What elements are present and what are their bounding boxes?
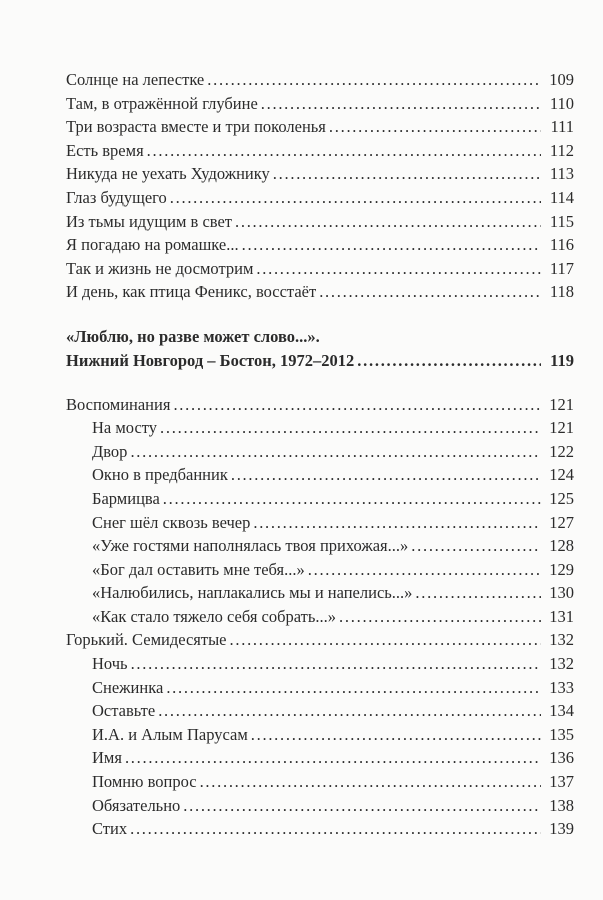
toc-entry-page-number: 113 bbox=[549, 164, 574, 184]
toc-entry-page-number: 124 bbox=[549, 465, 574, 485]
dot-leader bbox=[357, 349, 541, 373]
toc-entry bbox=[66, 746, 574, 770]
table-of-contents bbox=[66, 68, 574, 841]
dot-leader bbox=[147, 139, 541, 163]
section-title-line2: Нижний Новгород – Бостон, 1972–2012 bbox=[66, 350, 355, 370]
dot-leader bbox=[166, 676, 541, 700]
dot-leader bbox=[415, 581, 541, 605]
toc-entry bbox=[66, 534, 574, 558]
toc-entry-title: Солнце на лепестке bbox=[66, 70, 205, 89]
toc-entry-title: Обязательно bbox=[92, 795, 181, 815]
dot-leader bbox=[130, 440, 541, 464]
dot-leader bbox=[170, 186, 541, 210]
toc-entry-title: Глаз будущего bbox=[66, 187, 167, 207]
dot-leader bbox=[158, 699, 541, 723]
toc-entry-page-number: 137 bbox=[549, 772, 574, 792]
toc-entry-page-number: 114 bbox=[549, 187, 574, 207]
toc-entry-page-number: 121 bbox=[549, 418, 574, 438]
toc-entry-page-number: 130 bbox=[549, 583, 574, 603]
dot-leader bbox=[235, 210, 541, 234]
toc-entry bbox=[66, 817, 574, 841]
toc-entry-page-number: 118 bbox=[549, 282, 574, 302]
dot-leader bbox=[130, 817, 541, 841]
toc-entry-page-number: 125 bbox=[549, 488, 574, 508]
toc-entry-page-number: 112 bbox=[549, 140, 574, 160]
toc-entry bbox=[66, 794, 574, 818]
dot-leader bbox=[131, 652, 541, 676]
toc-entry bbox=[66, 92, 574, 116]
dot-leader bbox=[163, 487, 541, 511]
toc-entry-page-number: 138 bbox=[549, 795, 574, 815]
toc-entry-title: И.А. и Алым Парусам bbox=[92, 724, 248, 744]
toc-entry bbox=[66, 416, 574, 440]
toc-entry bbox=[66, 115, 574, 139]
toc-group-poems bbox=[66, 68, 574, 304]
toc-entry bbox=[66, 162, 574, 186]
dot-leader bbox=[253, 511, 541, 535]
toc-entry-title: Имя bbox=[92, 748, 122, 768]
toc-entry-title: Стих bbox=[92, 819, 128, 839]
toc-entry-page-number: 111 bbox=[550, 117, 574, 137]
toc-entry-page-number: 115 bbox=[549, 211, 574, 231]
toc-entry-title: На мосту bbox=[92, 418, 158, 438]
toc-entry-title: Окно в предбанник bbox=[92, 465, 228, 485]
toc-entry-page-number: 117 bbox=[549, 258, 574, 278]
toc-entry-title: Там, в отражённой глубине bbox=[66, 93, 258, 113]
toc-entry bbox=[66, 558, 574, 582]
toc-entry-page-number: 139 bbox=[549, 819, 574, 839]
toc-entry-title: Так и жизнь не досмотрим bbox=[66, 258, 254, 278]
toc-entry-title: «Налюбились, наплакались мы и напелись...» bbox=[92, 583, 413, 603]
toc-entry-title: «Уже гостями наполнялась твоя прихожая...» bbox=[92, 536, 409, 556]
section-title-line1: «Люблю, но разве может слово...». bbox=[66, 326, 320, 346]
toc-entry bbox=[66, 652, 574, 676]
dot-leader bbox=[230, 628, 541, 652]
toc-entry bbox=[66, 257, 574, 281]
dot-leader bbox=[273, 162, 541, 186]
toc-entry-page-number: 110 bbox=[549, 93, 574, 113]
toc-entry-title: Помню вопрос bbox=[92, 772, 197, 792]
toc-entry-page-number: 128 bbox=[549, 536, 574, 556]
dot-leader bbox=[251, 723, 541, 747]
dot-leader bbox=[256, 257, 541, 281]
toc-group-memories bbox=[66, 393, 574, 841]
toc-entry bbox=[66, 676, 574, 700]
toc-entry-title: Есть время bbox=[66, 140, 144, 160]
dot-leader bbox=[308, 558, 541, 582]
toc-entry-page-number: 135 bbox=[549, 724, 574, 744]
toc-entry bbox=[66, 393, 574, 417]
toc-entry bbox=[66, 605, 574, 629]
section-page-number: 119 bbox=[550, 350, 574, 370]
toc-entry-page-number: 131 bbox=[549, 606, 574, 626]
toc-entry bbox=[66, 139, 574, 163]
toc-entry bbox=[66, 210, 574, 234]
toc-entry-page-number: 132 bbox=[549, 630, 574, 650]
toc-entry-title: Никуда не уехать Художнику bbox=[66, 164, 270, 184]
toc-entry-page-number: 132 bbox=[549, 654, 574, 674]
dot-leader bbox=[339, 605, 541, 629]
dot-leader bbox=[319, 280, 541, 304]
toc-entry-page-number: 136 bbox=[549, 748, 574, 768]
toc-entry-page-number: 109 bbox=[549, 70, 574, 89]
toc-entry-title: Воспоминания bbox=[66, 394, 171, 414]
toc-entry-page-number: 133 bbox=[549, 677, 574, 697]
toc-entry bbox=[66, 511, 574, 535]
toc-entry bbox=[66, 68, 574, 92]
dot-leader bbox=[329, 115, 541, 139]
toc-entry-title: И день, как птица Феникс, восстаёт bbox=[66, 282, 317, 302]
toc-entry-page-number: 122 bbox=[549, 441, 574, 461]
toc-entry-title: Оставьте bbox=[92, 701, 156, 721]
toc-entry bbox=[66, 699, 574, 723]
toc-entry-page-number: 129 bbox=[549, 559, 574, 579]
dot-leader bbox=[411, 534, 541, 558]
dot-leader bbox=[160, 416, 541, 440]
toc-entry-title: Ночь bbox=[92, 654, 128, 674]
toc-entry bbox=[66, 186, 574, 210]
section-title-line2-row bbox=[66, 349, 574, 373]
toc-entry-title: «Бог дал оставить мне тебя...» bbox=[92, 559, 305, 579]
toc-entry bbox=[66, 628, 574, 652]
toc-entry-page-number: 134 bbox=[549, 701, 574, 721]
toc-entry-page-number: 116 bbox=[549, 235, 574, 255]
toc-entry-page-number: 127 bbox=[549, 512, 574, 532]
toc-entry bbox=[66, 770, 574, 794]
toc-entry-title: Горький. Семидесятые bbox=[66, 630, 227, 650]
toc-entry-title: «Как стало тяжело себя собрать...» bbox=[92, 606, 337, 626]
dot-leader bbox=[200, 770, 541, 794]
dot-leader bbox=[207, 68, 541, 92]
toc-entry-title: Бармицва bbox=[92, 488, 160, 508]
toc-entry-title: Из тьмы идущим в свет bbox=[66, 211, 232, 231]
dot-leader bbox=[173, 393, 541, 417]
dot-leader bbox=[261, 92, 541, 116]
dot-leader bbox=[183, 794, 541, 818]
toc-entry bbox=[66, 233, 574, 257]
toc-entry bbox=[66, 463, 574, 487]
toc-entry-title: Снежинка bbox=[92, 677, 164, 697]
toc-entry bbox=[66, 487, 574, 511]
toc-entry bbox=[66, 723, 574, 747]
toc-entry-title: Двор bbox=[92, 441, 128, 461]
toc-entry-title: Снег шёл сквозь вечер bbox=[92, 512, 251, 532]
toc-entry-page-number: 121 bbox=[549, 394, 574, 414]
dot-leader bbox=[231, 463, 541, 487]
toc-section-heading bbox=[66, 325, 574, 373]
toc-entry bbox=[66, 280, 574, 304]
toc-entry bbox=[66, 581, 574, 605]
dot-leader bbox=[242, 233, 541, 257]
toc-entry-title: Я погадаю на ромашке... bbox=[66, 235, 239, 255]
toc-entry bbox=[66, 440, 574, 464]
dot-leader bbox=[125, 746, 541, 770]
toc-entry-title: Три возраста вместе и три поколенья bbox=[66, 117, 326, 137]
